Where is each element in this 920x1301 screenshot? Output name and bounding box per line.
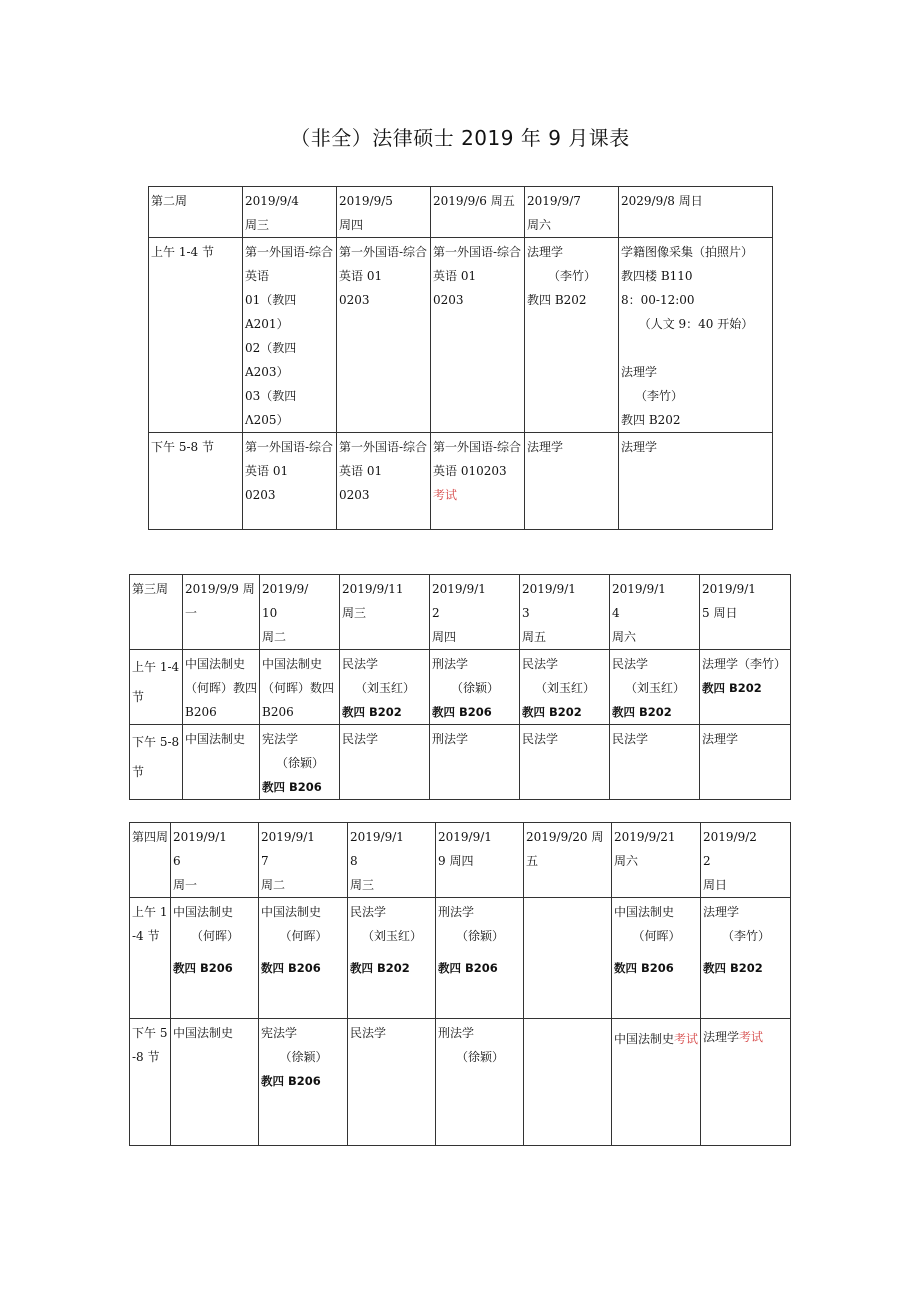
day-header: 2019/9/1 7 周二	[259, 823, 348, 898]
class-cell: 第一外国语-综合英语 010203 考试	[431, 433, 525, 530]
class-cell: 民法学 （刘玉红） 教四 B202	[340, 650, 430, 725]
day-header: 2019/9/1 8 周三	[348, 823, 436, 898]
class-cell: 法理学（李竹） 教四 B202	[700, 650, 791, 725]
class-cell: 中国法制史（何晖）数四 B206	[260, 650, 340, 725]
class-cell: 法理学	[700, 725, 791, 800]
class-cell-empty	[524, 898, 612, 1019]
day-header: 2019/9/9 周 一	[183, 575, 260, 650]
class-cell: 中国法制史（何晖）教四 B206	[183, 650, 260, 725]
class-cell: 民法学 （刘玉红） 教四 B202	[610, 650, 700, 725]
class-cell: 中国法制史 （何晖） 数四 B206	[259, 898, 348, 1019]
class-cell: 法理学考试	[701, 1019, 791, 1146]
day-header: 2019/9/ 10 周二	[260, 575, 340, 650]
class-cell: 第一外国语-综合英语 01 0203	[337, 238, 431, 433]
pm-label: 下午 5-8 节	[149, 433, 243, 530]
day-header: 2019/9/20 周 五	[524, 823, 612, 898]
week-label: 第三周	[130, 575, 183, 650]
class-cell: 法理学	[619, 433, 773, 530]
day-header: 2019/9/1 4 周六	[610, 575, 700, 650]
day-header: 2019/9/21 周六	[612, 823, 701, 898]
class-cell: 宪法学 （徐颖） 教四 B206	[260, 725, 340, 800]
class-cell: 中国法制史 （何晖） 数四 B206	[612, 898, 701, 1019]
class-cell: 刑法学 （徐颖） 教四 B206	[436, 898, 524, 1019]
am-label: 上午 1-4 节	[149, 238, 243, 433]
class-cell: 中国法制史 （何晖） 教四 B206	[171, 898, 259, 1019]
class-cell-empty	[524, 1019, 612, 1146]
class-cell: 第一外国语-综合英语 01 0203	[431, 238, 525, 433]
week-label: 第二周	[149, 187, 243, 238]
exam-tag: 考试	[674, 1032, 699, 1046]
day-header: 2019/9/7 周六	[525, 187, 619, 238]
class-cell: 民法学	[520, 725, 610, 800]
day-header: 2029/9/8 周日	[619, 187, 773, 238]
class-cell: 民法学 （刘玉红） 教四 B202	[348, 898, 436, 1019]
pm-label: 下午 5-8 节	[130, 725, 183, 800]
class-cell: 民法学	[348, 1019, 436, 1146]
day-header: 2019/9/1 9 周四	[436, 823, 524, 898]
day-header: 2019/9/6 周五	[431, 187, 525, 238]
class-cell: 中国法制史	[183, 725, 260, 800]
day-header: 2019/9/5 周四	[337, 187, 431, 238]
day-header: 2019/9/2 2 周日	[701, 823, 791, 898]
exam-tag: 考试	[739, 1030, 764, 1044]
class-cell: 第一外国语-综合英语 01 0203	[337, 433, 431, 530]
week2-schedule-table	[148, 186, 773, 530]
class-cell: 刑法学 （徐颖）	[436, 1019, 524, 1146]
week3-schedule-table	[129, 574, 791, 800]
week-label: 第四周	[130, 823, 171, 898]
class-cell: 法理学	[525, 433, 619, 530]
day-header: 2019/9/1 2 周四	[430, 575, 520, 650]
pm-label: 下午 5-8 节	[130, 1019, 171, 1146]
class-cell: 中国法制史考试	[612, 1019, 701, 1146]
page-title: （非全）法律硕士 2019 年 9 月课表	[290, 126, 630, 150]
day-header: 2019/9/1 5 周日	[700, 575, 791, 650]
class-cell: 第一外国语-综合英语 01 0203	[243, 433, 337, 530]
class-cell: 学籍图像采集（拍照片） 教四楼 B110 8：00-12:00 （人文 9：40 开始） 法理学 （李竹） 教四 B202	[619, 238, 773, 433]
day-header: 2019/9/1 6 周一	[171, 823, 259, 898]
class-cell: 民法学 （刘玉红） 教四 B202	[520, 650, 610, 725]
am-label: 上午 1-4 节	[130, 650, 183, 725]
class-cell: 中国法制史	[171, 1019, 259, 1146]
class-cell: 第一外国语-综合英语 01（教四 A201） 02（教四 A203） 03（教四 Λ205）	[243, 238, 337, 433]
class-cell: 刑法学 （徐颖） 教四 B206	[430, 650, 520, 725]
class-cell: 法理学 （李竹） 教四 B202	[525, 238, 619, 433]
class-cell: 法理学 （李竹） 教四 B202	[701, 898, 791, 1019]
day-header: 2019/9/4 周三	[243, 187, 337, 238]
day-header: 2019/9/11 周三	[340, 575, 430, 650]
week4-schedule-table	[129, 822, 791, 1146]
exam-tag: 考试	[433, 488, 458, 502]
class-cell: 刑法学	[430, 725, 520, 800]
class-cell: 民法学	[610, 725, 700, 800]
day-header: 2019/9/1 3 周五	[520, 575, 610, 650]
class-cell: 民法学	[340, 725, 430, 800]
class-cell: 宪法学 （徐颖） 教四 B206	[259, 1019, 348, 1146]
am-label: 上午 1-4 节	[130, 898, 171, 1019]
